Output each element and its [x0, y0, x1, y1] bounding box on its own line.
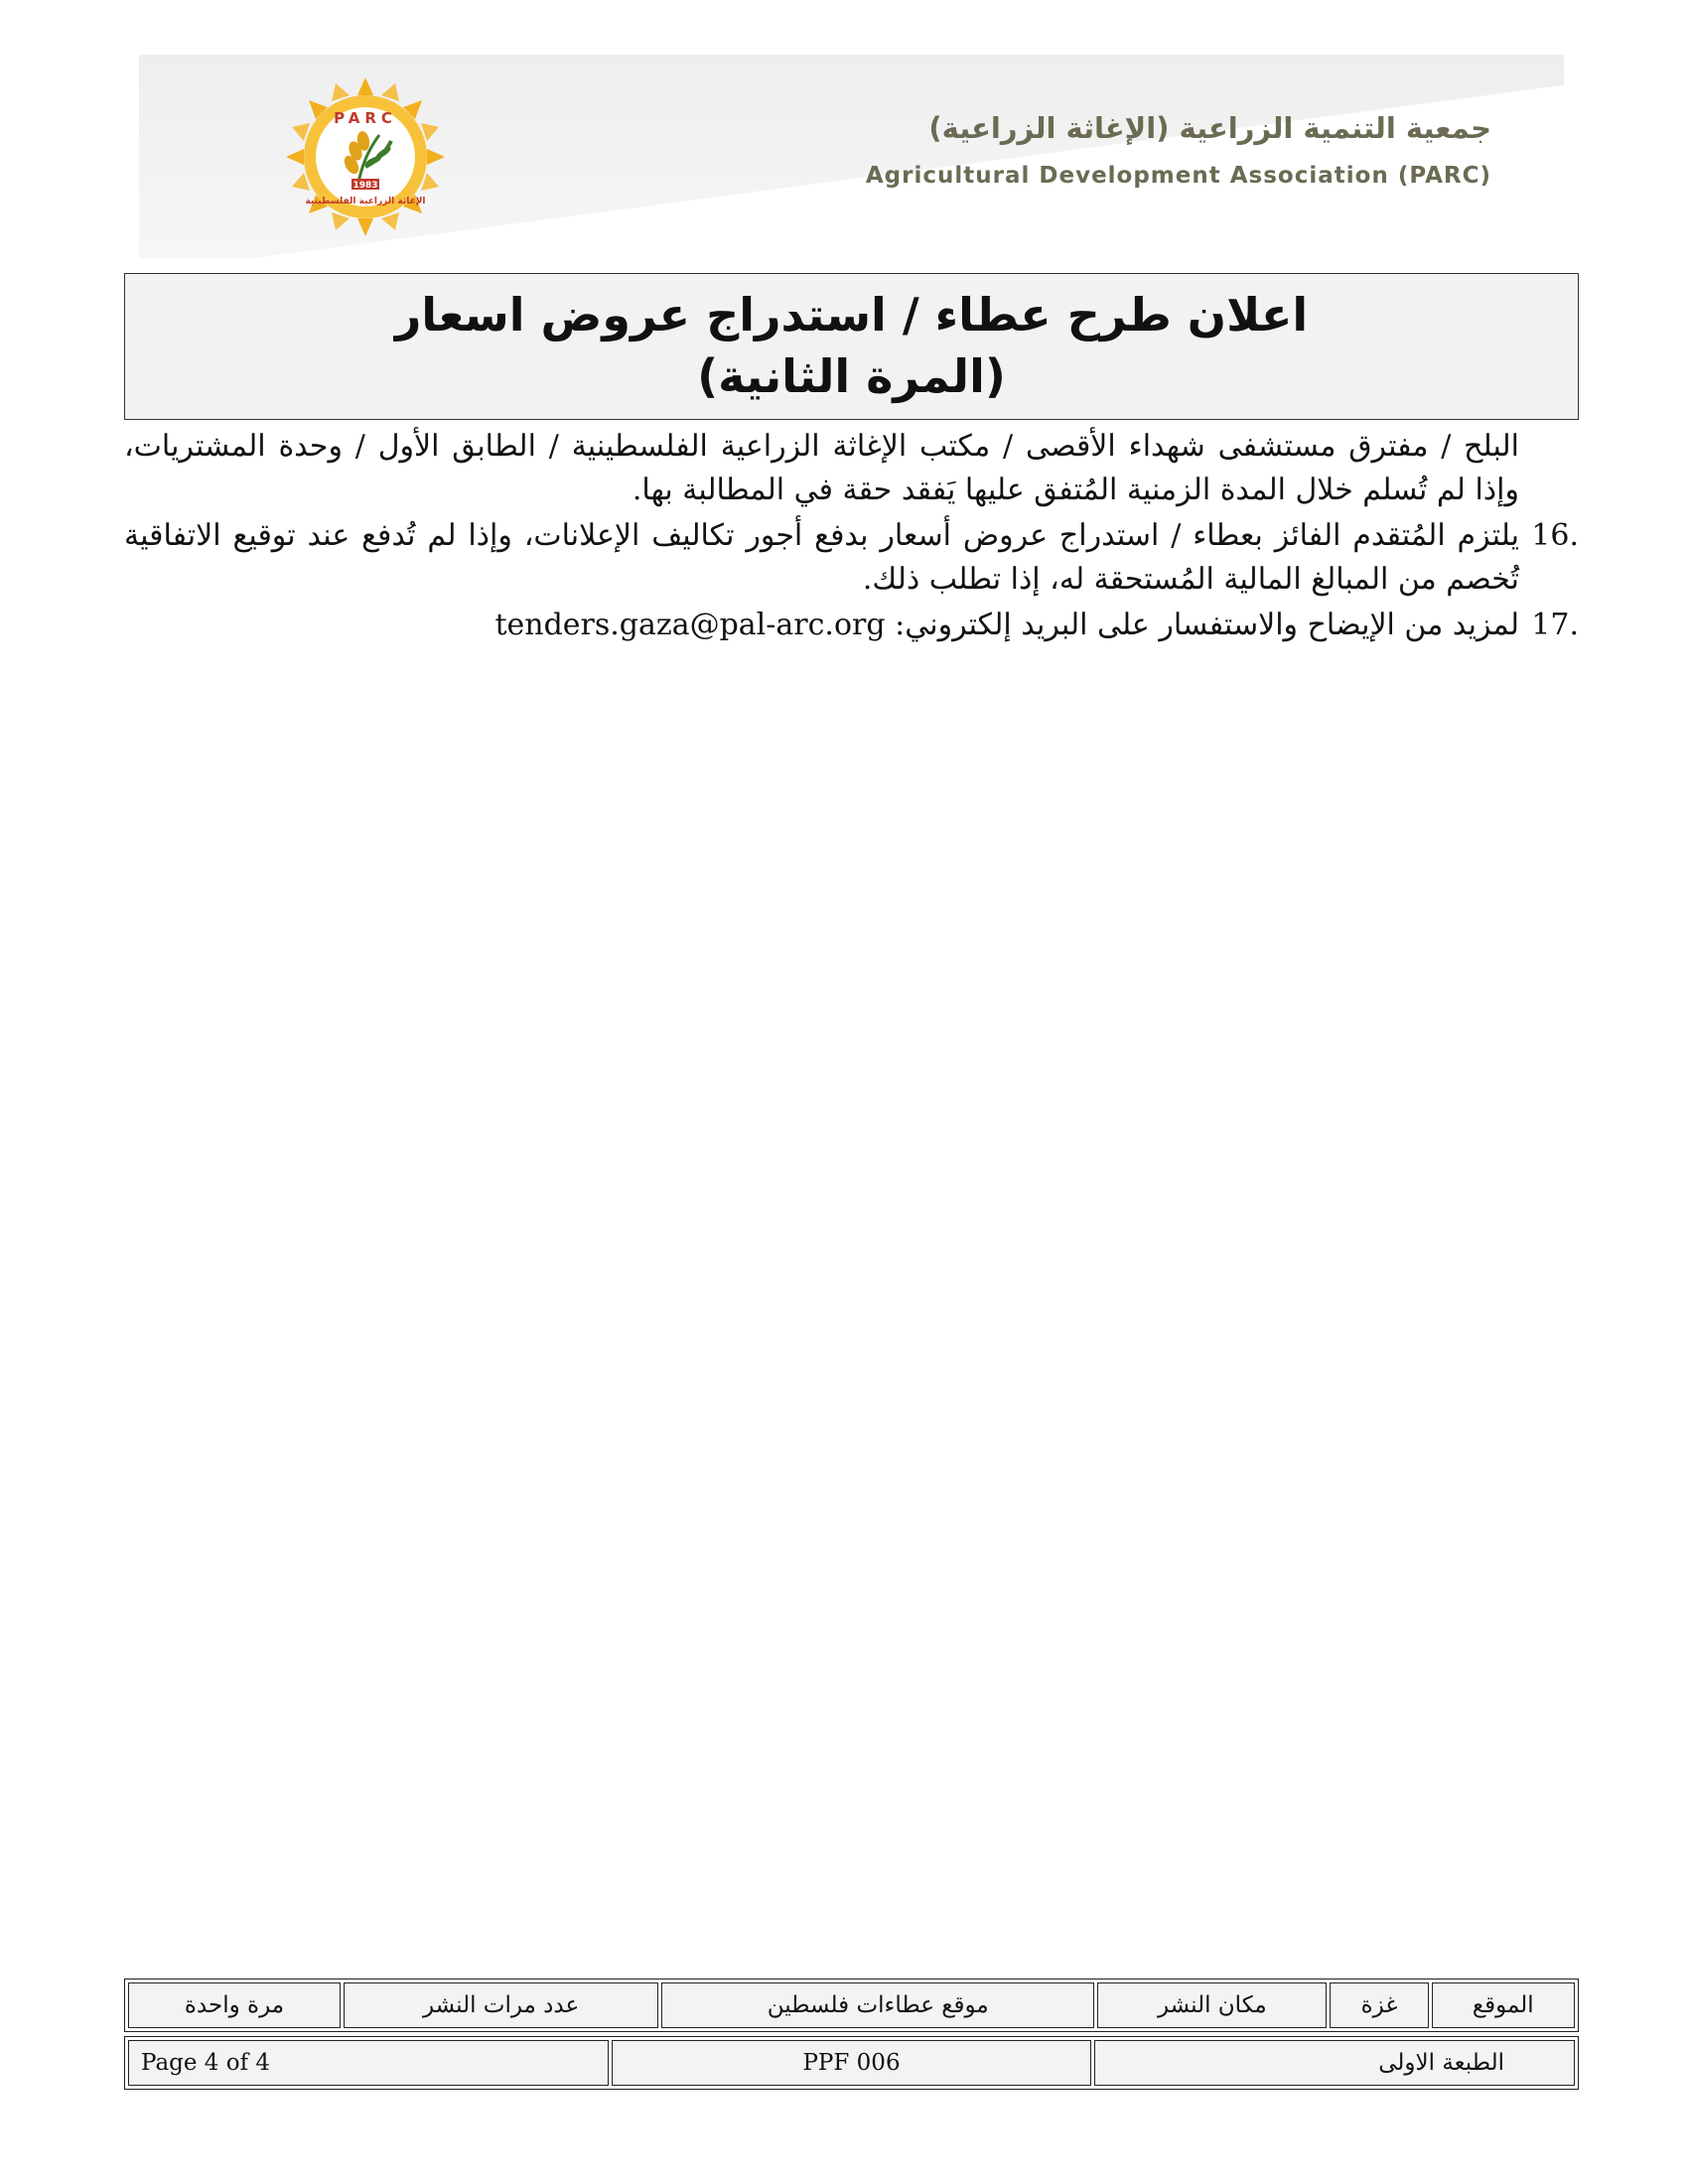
document-body: [124, 425, 1579, 647]
pub-count-value: مرة واحدة: [128, 1982, 341, 2028]
edition-cell: الطبعة الاولى: [1094, 2040, 1575, 2086]
title-box: [124, 273, 1579, 420]
doc-code-cell: PPF 006: [612, 2040, 1092, 2086]
logo-arabic-text: الإغاثة الزراعية الفلسطينية: [305, 197, 426, 206]
item-text: يلتزم المُتقدم الفائز بعطاء / استدراج عروض أسعار بدفع أجور تكاليف الإعلانات، وإذا لم تُدفع عند توقيع الاتفاقية تُخصم من المبالغ المالية المُستحقة له، إذا تطلب ذلك.: [124, 518, 1519, 597]
item-number: 17.: [1531, 608, 1579, 642]
title-line-1: اعلان طرح عطاء / استدراج عروض اسعار: [394, 288, 1309, 341]
item-number: 16.: [1531, 518, 1579, 553]
contact-email-link[interactable]: tenders.gaza@pal-arc.org: [494, 608, 886, 642]
item-text-container: [124, 604, 1519, 647]
list-item-16: [124, 514, 1579, 602]
pub-count-label: عدد مرات النشر: [344, 1982, 658, 2028]
logo-year-text: 1983: [352, 181, 378, 191]
pub-place-label: مكان النشر: [1097, 1982, 1327, 2028]
footer-row-2: [124, 2036, 1579, 2090]
footer-table: [124, 1979, 1579, 2090]
footer-row-1: [124, 1979, 1579, 2032]
title-line-2: (المرة الثانية): [697, 349, 1006, 403]
continuation-paragraph: البلح / مفترق مستشفى شهداء الأقصى / مكتب الإغاثة الزراعية الفلسطينية / الطابق الأول / وحدة المشتريات، وإذا لم تُسلم خلال المدة الزمنية المُتفق عليها يَفقد حقة في المطالبة بها.: [124, 429, 1519, 507]
site-value: غزة: [1330, 1982, 1428, 2028]
list-item-17: [124, 604, 1579, 647]
parc-logo: [216, 77, 514, 236]
logo-parc-text: PARC: [334, 109, 397, 127]
item-text: لمزيد من الإيضاح والاستفسار على البريد إلكتروني:: [895, 608, 1519, 642]
pub-place-value: موقع عطاءات فلسطين: [661, 1982, 1094, 2028]
org-name-arabic: جمعية التنمية الزراعية (الإغاثة الزراعية): [928, 111, 1491, 145]
site-label: الموقع: [1432, 1982, 1575, 2028]
org-name-english: Agricultural Development Association (PARC): [865, 163, 1491, 189]
page-number-cell: Page 4 of 4: [128, 2040, 609, 2086]
